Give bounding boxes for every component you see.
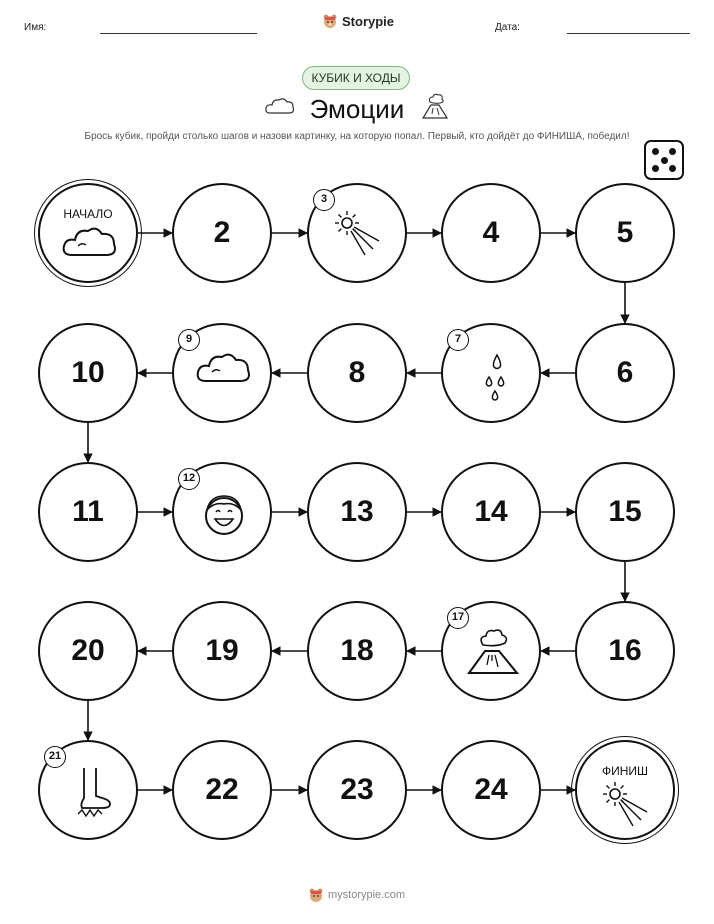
footer-bear-icon <box>308 887 324 903</box>
cell-number: 18 <box>340 634 374 667</box>
cell-number: 4 <box>482 216 500 249</box>
name-label: Имя: <box>24 22 47 33</box>
cell-number: 16 <box>608 634 642 667</box>
cell-number: 6 <box>616 356 634 389</box>
number-cell <box>172 601 272 701</box>
date-label: Дата: <box>495 22 520 33</box>
cell-number: 14 <box>474 495 508 528</box>
brand-name: Storypie <box>342 13 395 29</box>
category-badge: КУБИК И ХОДЫ <box>302 66 410 90</box>
cell-number: 15 <box>608 495 642 528</box>
number-cell <box>441 740 541 840</box>
number-cell <box>441 183 541 283</box>
raindrops-icon <box>463 347 523 407</box>
cell-number: 22 <box>205 773 239 806</box>
stomping-foot-icon <box>60 764 120 824</box>
number-cell <box>575 183 675 283</box>
cell-number: 8 <box>348 356 366 389</box>
number-cell <box>575 601 675 701</box>
sun-icon <box>597 778 657 830</box>
finish-cell <box>575 740 675 840</box>
page-title: Эмоции <box>309 94 405 124</box>
sun-icon <box>329 207 389 267</box>
cell-number-badge: 12 <box>178 468 200 490</box>
number-cell <box>38 323 138 423</box>
cell-number: 10 <box>71 356 105 389</box>
cell-number-badge: 7 <box>447 329 469 351</box>
cell-number: 5 <box>616 216 634 249</box>
number-cell <box>575 462 675 562</box>
cell-number-badge: 3 <box>313 189 335 211</box>
number-cell <box>38 601 138 701</box>
cell-number-badge: 21 <box>44 746 66 768</box>
number-cell <box>172 740 272 840</box>
volcano-icon <box>463 625 523 685</box>
cell-number: 24 <box>474 773 508 806</box>
cell-number: 20 <box>71 634 105 667</box>
cloud-icon <box>194 347 254 407</box>
finish-label: ФИНИШ <box>601 764 649 778</box>
start-label: НАЧАЛО <box>63 207 113 221</box>
number-cell <box>38 462 138 562</box>
cell-number-badge: 17 <box>447 607 469 629</box>
cell-number: 19 <box>205 634 239 667</box>
number-cell <box>307 740 407 840</box>
number-cell <box>307 601 407 701</box>
cell-number-badge: 9 <box>178 329 200 351</box>
start-cell <box>38 183 138 283</box>
number-cell <box>307 462 407 562</box>
cloud-icon <box>60 221 120 273</box>
number-cell <box>172 183 272 283</box>
footer <box>308 887 405 903</box>
number-cell <box>307 323 407 423</box>
cell-number: 23 <box>340 773 374 806</box>
smiling-face-icon <box>194 486 254 546</box>
number-cell <box>441 462 541 562</box>
footer-url: mystorypie.com <box>328 889 406 901</box>
number-cell <box>575 323 675 423</box>
instructions: Брось кубик, пройди столько шагов и назови картинку, на которую попал. Первый, кто дойдёт до ФИНИША, победил! <box>84 131 630 142</box>
cell-number: 2 <box>213 216 231 249</box>
cell-number: 13 <box>340 495 374 528</box>
cell-number: 11 <box>72 495 104 528</box>
